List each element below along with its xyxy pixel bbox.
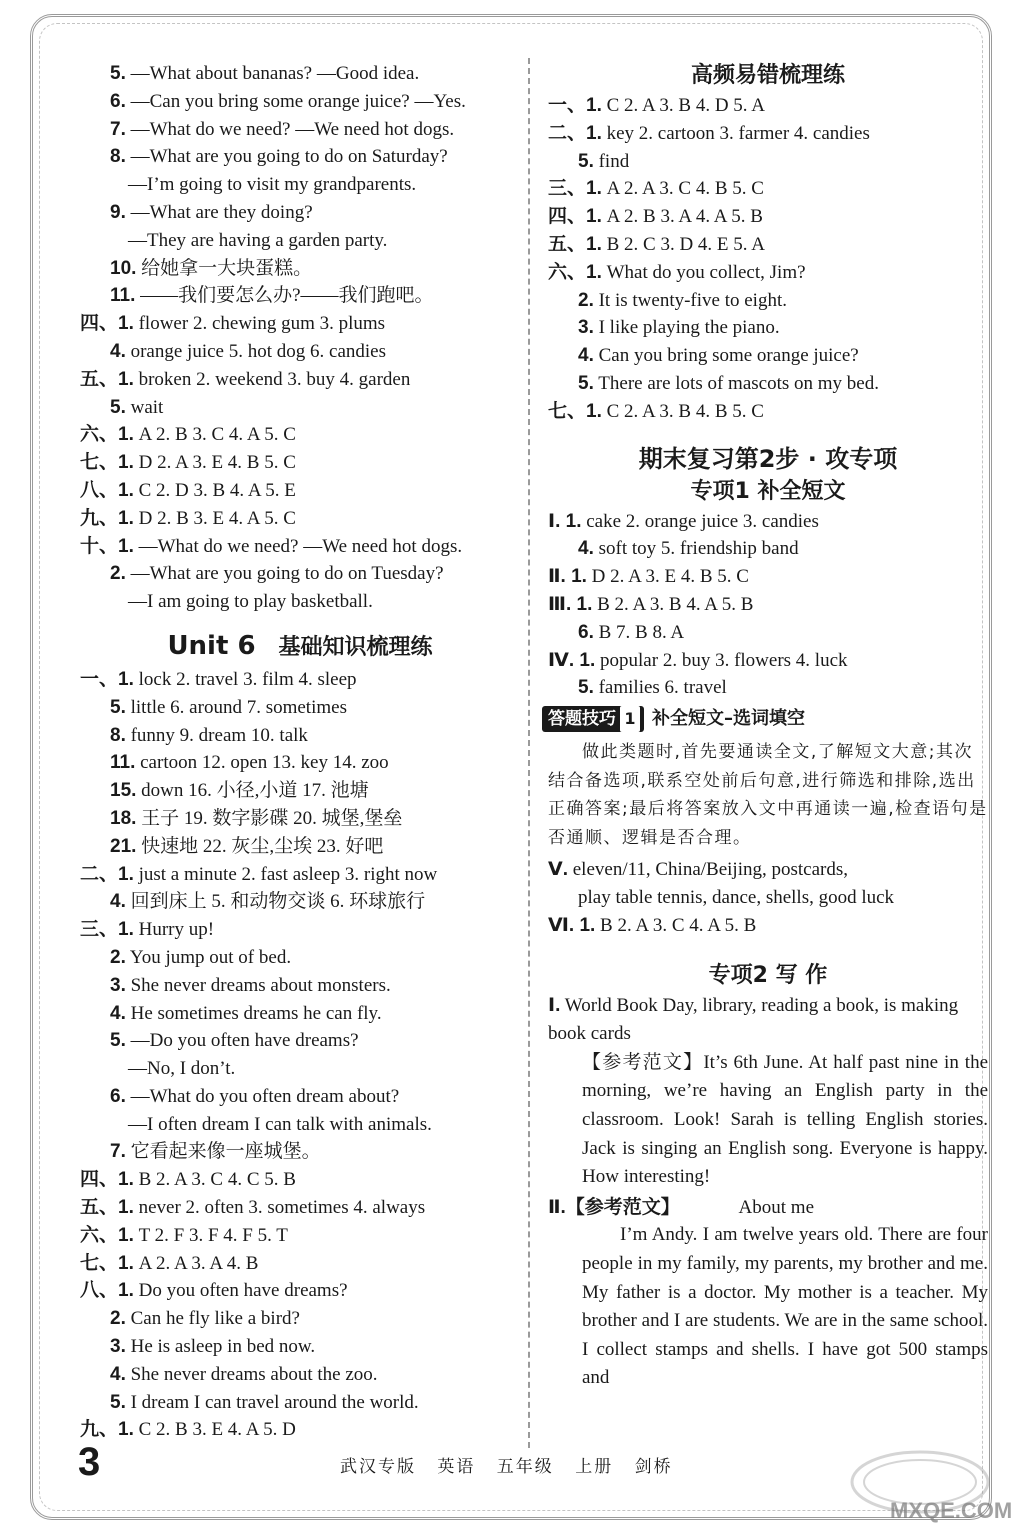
item-text: down 16. 小径,小道 17. 池塘 [141,780,369,802]
answer-line [548,203,988,231]
section-title-review: 期末复习第2步 · 攻专项 [638,444,898,473]
writing-sample-1: 【参考范文】It’s 6th June. At half past nine in the morning, we’re having an English party in the classroom. Look! Sarah is telling English stories. Jack is singing an English song. Everyone is happy. How interesting! [582,1051,988,1188]
item-text: A 2. B 3. A 4. A 5. B [606,206,763,228]
tip-title: 补全短文–选词填空 [652,708,805,730]
item-text: lock 2. travel 3. film 4. sleep [138,668,357,690]
item-text: never 2. often 3. sometimes 4. always [138,1197,426,1219]
item-text: eleven/11, China/Beijing, postcards, [572,859,849,881]
item-text: —I often dream I can talk with animals. [128,1113,432,1135]
answer-line [80,833,520,861]
item-number: 七、1. [548,400,602,422]
item-text: B 2. A 3. C 4. A 5. B [600,914,757,936]
item-text: D 2. A 3. E 4. B 5. C [138,452,296,474]
item-text: What do you collect, Jim? [606,261,806,283]
item-text: —What do we need? —We need hot dogs. [138,535,463,557]
item-text: cake 2. orange juice 3. candies [586,510,819,532]
item-number: 11. [110,752,136,774]
item-text: find [598,150,630,172]
item-number: 6. [578,621,594,643]
answer-line [80,1194,520,1222]
item-number: 五、1. [80,368,134,390]
item-number: 3. [110,1336,126,1358]
item-number: 一、1. [80,668,134,690]
item-text: —I am going to play basketball. [128,591,373,613]
item-number: 四、1. [80,313,134,335]
item-number: 5. [110,63,126,84]
item-text: T 2. F 3. F 4. F 5. T [138,1224,288,1246]
item-number: 15. [110,780,137,802]
answer-line [80,338,520,366]
item-text: —They are having a garden party. [128,229,388,251]
item-text: 快速地 22. 灰尘,尘埃 23. 好吧 [141,835,384,857]
item-number: 三、1. [548,178,602,200]
topic1-title: 专项1 补全短文 [690,478,846,504]
item-text: 给她拿一大块蛋糕。 [141,257,313,279]
item-number: 四、1. [548,206,602,228]
answer-line [80,477,520,505]
answer-line [80,1000,520,1028]
right-column [548,60,988,1393]
item-text: Can he fly like a bird? [130,1308,300,1330]
item-number: 六、1. [80,1224,134,1246]
writing-item-1 [548,992,988,1049]
answer-line [80,60,520,88]
item-number: 5. [578,150,594,172]
item-text: soft toy 5. friendship band [598,538,799,560]
item-text: She never dreams about monsters. [130,974,391,996]
item-text: D 2. B 3. E 4. A 5. C [138,507,296,529]
item-text: B 2. A 3. C 4. C 5. B [138,1169,296,1191]
answer-line [80,505,520,533]
writing-item-2-label: Ⅱ.【参考范文】 [548,1196,680,1218]
item-number: 三、1. [80,919,134,941]
item-text: little 6. around 7. sometimes [130,696,347,718]
item-number: 4. [110,891,126,913]
item-number: 4. [110,1363,126,1385]
answer-line [548,314,988,342]
item-text: A 2. A 3. C 4. B 5. C [606,178,764,200]
answer-line [548,148,988,176]
item-number: 八、1. [80,479,134,501]
item-number: 6. [110,90,126,112]
item-number: 十、1. [80,535,134,557]
left-answer-list [80,60,520,616]
answer-line [548,120,988,148]
item-text: Do you often have dreams? [138,1280,348,1302]
answer-line [80,533,520,561]
item-text: —Do you often have dreams? [130,1030,359,1052]
item-number: 18. [110,807,137,829]
item-number: 2. [578,289,594,311]
item-number: 3. [110,974,126,996]
item-text: —What do we need? —We need hot dogs. [130,118,455,140]
answer-line [80,1333,520,1361]
item-text: 王子 19. 数字影碟 20. 城堡,堡垒 [141,807,403,829]
answer-line [80,1138,520,1166]
item-text: —What do you often dream about? [130,1085,400,1107]
book-info: 武汉专版 英语 五年级 上册 剑桥 [340,1457,673,1477]
item-text: —What are they doing? [130,201,313,223]
answer-line [548,287,988,315]
item-number: 2. [110,563,126,585]
unit-label: Unit 6 [167,630,256,661]
item-number: 7. [110,118,126,140]
item-text: funny 9. dream 10. talk [130,724,308,746]
item-number: 九、1. [80,1419,134,1441]
item-text: —I’m going to visit my grandparents. [128,174,417,196]
item-text: B 7. B 8. A [598,621,685,643]
item-text: play table tennis, dance, shells, good luck [578,886,895,908]
item-text: He is asleep in bed now. [130,1336,316,1358]
item-number: 5. [110,396,126,418]
item-number: 5. [578,677,594,699]
item-number: 8. [110,146,126,168]
answer-line [548,342,988,370]
item-text: You jump out of bed. [129,946,292,968]
answer-line [80,1361,520,1389]
item-number: 11. [110,285,136,307]
answer-line [80,722,520,750]
item-text: wait [130,396,164,418]
answer-line [80,1027,520,1055]
answer-line [80,944,520,972]
item-text: A 2. A 3. A 4. B [138,1252,259,1274]
answer-line [548,647,988,675]
topic2-title: 专项2 写 作 [708,962,828,988]
item-text: —What about bananas? —Good idea. [130,63,420,84]
answer-line [80,1250,520,1278]
item-text: Can you bring some orange juice? [598,345,859,367]
item-number: 七、1. [80,1252,134,1274]
item-number: 8. [110,724,126,746]
item-number: Ⅰ. 1. [548,510,582,532]
answer-line [80,861,520,889]
answer-line [548,563,988,591]
item-number: Ⅳ. 1. [548,649,596,671]
errors-answer-list [548,92,988,426]
item-text: C 2. A 3. B 4. B 5. C [606,400,764,422]
item-text: broken 2. weekend 3. buy 4. garden [138,368,411,390]
answer-line [548,175,988,203]
answer-line [80,1277,520,1305]
answer-line [80,282,520,310]
item-text: C 2. D 3. B 4. A 5. E [138,479,296,501]
answer-line [548,535,988,563]
item-text: It is twenty-five to eight. [598,289,787,311]
item-number: 4. [578,538,594,560]
item-text: cartoon 12. open 13. key 14. zoo [140,752,389,774]
left-column [80,60,520,1444]
answer-line [548,231,988,259]
item-text: I dream I can travel around the world. [130,1391,419,1413]
answer-line [548,674,988,702]
item-text: 回到床上 5. 和动物交谈 6. 环球旅行 [130,891,426,913]
item-number: 四、1. [80,1169,134,1191]
item-text: —Can you bring some orange juice? —Yes. [130,90,466,112]
item-number: 6. [110,1085,126,1107]
item-number: 4. [110,340,126,362]
item-number: Ⅱ. 1. [548,566,587,588]
item-number: 二、1. [80,863,134,885]
answer-line [80,749,520,777]
answer-line [80,666,520,694]
tip-paragraph: 做此类题时,首先要通读全文,了解短文大意;其次结合备选项,联系空处前后句意,进行筛选和排除,选出正确答案;最后将答案放入文中再通读一遍,检查语句是否通顺、逻辑是否合理。 [548,742,988,848]
answer-line [80,1166,520,1194]
answer-line [548,398,988,426]
item-text: flower 2. chewing gum 3. plums [138,313,386,335]
item-number: 21. [110,835,137,857]
item-text: I like playing the piano. [598,317,780,339]
item-text: D 2. A 3. E 4. B 5. C [591,566,749,588]
item-number: 六、1. [80,424,134,446]
answer-line [80,116,520,144]
item-number: 八、1. [80,1280,134,1302]
answer-line [80,449,520,477]
item-number: 六、1. [548,261,602,283]
item-number: 5. [110,1030,126,1052]
item-text: There are lots of mascots on my bed. [598,372,879,394]
item-text: —What are you going to do on Tuesday? [130,563,444,585]
answer-line [80,255,520,283]
item-number: 7. [110,1141,126,1163]
item-text: A 2. B 3. C 4. A 5. C [138,424,296,446]
item-text: orange juice 5. hot dog 6. candies [130,340,386,362]
answer-line [80,1222,520,1250]
watermark-text: MXQE.COM [890,1498,1013,1523]
answer-line [80,694,520,722]
answer-line [548,508,988,536]
unit6-answer-list [80,666,520,1444]
section-title-errors: 高频易错梳理练 [690,63,845,88]
item-number: Ⅲ. 1. [548,593,593,615]
item-number: 5. [110,696,126,718]
answer-line [80,588,520,616]
item-number: Ⅴ. [548,859,568,881]
item-number: 一、1. [548,95,602,116]
answer-line [80,394,520,422]
item-number: 4. [110,1002,126,1024]
item-text: 它看起来像一座城堡。 [130,1141,321,1163]
item-number: 5. [578,372,594,394]
item-text: B 2. C 3. D 4. E 5. A [606,233,765,255]
answer-line [80,560,520,588]
page-number: 3 [78,1440,101,1484]
tip-badge: 答题技巧 1 [542,706,644,732]
answer-line [548,370,988,398]
answer-tip-header [542,704,988,734]
column-divider [528,58,530,1448]
item-number: 九、1. [80,507,134,529]
item-text: C 2. B 3. E 4. A 5. D [138,1419,296,1441]
topic1-more-answers [548,856,988,939]
item-text: Hurry up! [138,919,215,941]
tip-number: 1 [620,706,640,732]
writing-item-1-label: Ⅰ. [548,994,561,1016]
item-number: 五、1. [548,233,602,255]
answer-line [80,916,520,944]
item-text: just a minute 2. fast asleep 3. right now [138,863,438,885]
answer-line [80,1111,520,1139]
answer-line [80,972,520,1000]
item-number: Ⅵ. 1. [548,914,596,936]
answer-line [548,912,988,940]
answer-line [80,777,520,805]
item-text: B 2. A 3. B 4. A 5. B [597,593,754,615]
answer-line [80,1083,520,1111]
unit6-title [80,626,520,666]
item-number: 2. [110,1308,126,1330]
item-number: 5. [110,1391,126,1413]
item-number: 七、1. [80,452,134,474]
answer-line [80,171,520,199]
item-text: —No, I don’t. [128,1058,236,1080]
writing-item-2-header [548,1194,988,1222]
answer-line [80,227,520,255]
item-text: key 2. cartoon 3. farmer 4. candies [606,122,870,144]
answer-line [80,199,520,227]
item-text: —What are you going to do on Saturday? [130,146,448,168]
topic1-answer-list [548,508,988,703]
answer-line [80,421,520,449]
unit-subtitle: 基础知识梳理练 [278,634,433,660]
writing-sample-2: I’m Andy. I am twelve years old. There are four people in my family, my parents, my brother and me. My father is a doctor. My mother is a teacher. My brother and I are students. We are in the same school. I collect stamps and shells. I have got 500 stamps and [582,1224,988,1389]
answer-line [548,591,988,619]
item-text: C 2. A 3. B 4. D 5. A [606,95,765,116]
answer-line [548,856,988,884]
answer-line [80,1055,520,1083]
answer-line [80,1305,520,1333]
essay-title: About me [738,1196,815,1218]
answer-line [80,88,520,116]
item-number: 2. [110,946,126,968]
item-number: 五、1. [80,1197,134,1219]
item-number: 二、1. [548,122,602,144]
answer-line [548,92,988,120]
answer-line [80,143,520,171]
item-text: She never dreams about the zoo. [130,1363,378,1385]
writing-item-1-keywords: World Book Day, library, reading a book, is making book cards [548,994,959,1045]
answer-line [80,366,520,394]
answer-line [548,619,988,647]
item-number: 10. [110,257,137,279]
item-number: 4. [578,345,594,367]
item-number: 3. [578,317,594,339]
answer-line [80,310,520,338]
answer-line [80,805,520,833]
item-text: popular 2. buy 3. flowers 4. luck [600,649,848,671]
answer-line [80,1389,520,1417]
answer-line [80,888,520,916]
item-text: He sometimes dreams he can fly. [130,1002,382,1024]
item-number: 9. [110,201,126,223]
answer-line [548,884,988,912]
answer-line [548,259,988,287]
item-text: families 6. travel [598,677,727,699]
item-text: ——我们要怎么办?——我们跑吧。 [140,285,434,307]
